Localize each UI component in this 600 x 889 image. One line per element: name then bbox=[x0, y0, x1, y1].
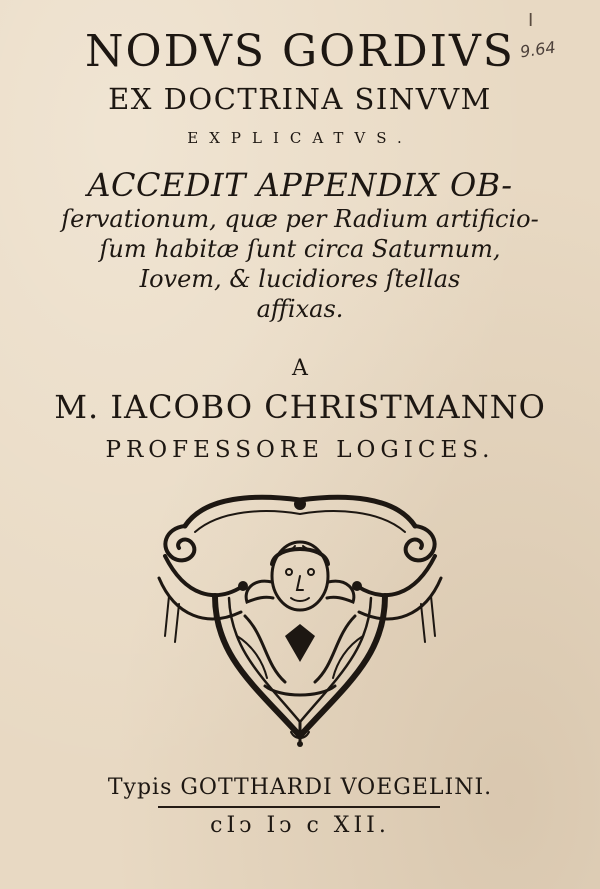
imprint-divider bbox=[158, 806, 440, 808]
appendix-line-1: ACCEDIT APPENDIX OB- bbox=[87, 166, 513, 204]
publication-year: cIↄ Iↄ c XII. bbox=[210, 813, 390, 838]
author-preposition: A bbox=[292, 356, 308, 381]
catalog-number-annotation: 9.64 bbox=[518, 37, 557, 62]
appendix-subtitle bbox=[30, 166, 570, 324]
appendix-line-5: affixas. bbox=[256, 295, 344, 323]
shelfmark-annotation: I bbox=[528, 10, 534, 31]
author-role: PROFESSORE LOGICES. bbox=[105, 437, 495, 463]
appendix-line-2: ſervationum, quæ per Radium artificio- bbox=[61, 205, 539, 233]
printer-imprint: Typis GOTTHARDI VOEGELINI. bbox=[107, 775, 493, 800]
author-name: M. IACOBO CHRISTMANNO bbox=[54, 388, 546, 426]
title-line-2: EX DOCTRINA SINVVM bbox=[108, 82, 492, 116]
title-line-3: EXPLICATVS. bbox=[187, 129, 413, 147]
title-line-1: NODVS GORDIVS bbox=[85, 26, 515, 77]
appendix-line-3: ſum habitæ ſunt circa Saturnum, bbox=[99, 235, 501, 263]
cherub-head-cartouche-icon bbox=[145, 486, 455, 748]
appendix-line-4: Iovem, & lucidiores ſtellas bbox=[139, 265, 461, 293]
